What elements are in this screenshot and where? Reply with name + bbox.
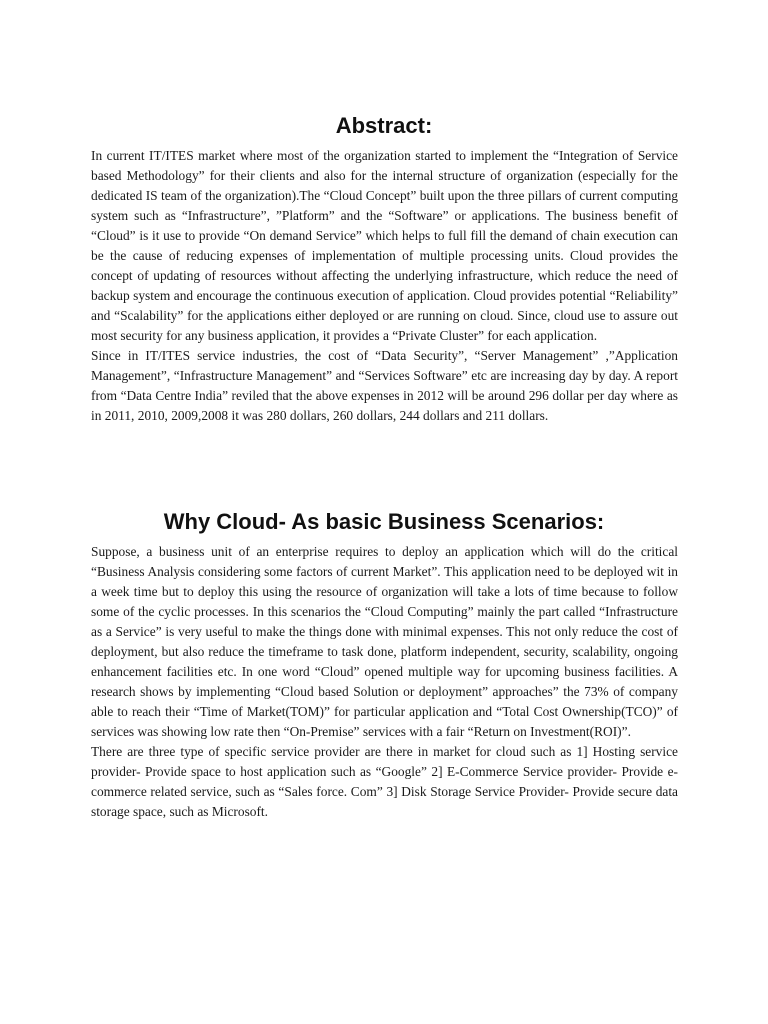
why-cloud-heading: Why Cloud- As basic Business Scenarios: bbox=[163, 509, 605, 534]
why-cloud-paragraph-2: There are three type of specific service provider are there in market for cloud such as 1] Hosting service provider- Provide space to host application such as “Google” 2] E-Commerce Service provider- Provide e-commerce related service, such as “Sales force. Com” 3] Disk Storage Service Provider- Provide secure data storage space, such as Microsoft. bbox=[91, 744, 678, 819]
abstract-paragraph-2: Since in IT/ITES service industries, the cost of “Data Security”, “Server Management” ,”Application Management”, “Infrastructure Management” and “Services Software” etc are increasing day by day. A report from “Data Centre India” reviled that the above expenses in 2012 will be around 296 dollar per day where as in 2011, 2010, 2009,2008 it was 280 dollars, 260 dollars, 244 dollars and 211 dollars. bbox=[91, 348, 678, 423]
why-cloud-paragraph-1: Suppose, a business unit of an enterprise requires to deploy an application which will do the critical “Business Analysis considering some factors of current Market”. This application need to be deployed wit in a week time but to deploy this using the resource of organization will take a lots of time because to follow some of the cyclic processes. In this scenarios the “Cloud Computing” mainly the part called “Infrastructure as a Service” is very useful to make the things done with minimal expenses. This not only reduce the cost of deployment, but also reduce the timeframe to task done, platform independent, security, scalability, ongoing enhancement facilities etc. In one word “Cloud” opened multiple way for upcoming business facilities. A research shows by implementing “Cloud based Solution or deployment” approaches” the 73% of company able to reach their “Time of Market(TOM)” for particular application and “Total Cost Ownership(TCO)” of services was showing low rate then “On-Premise” services with a fair “Return on Investment(ROI)”. bbox=[91, 544, 678, 739]
abstract-heading: Abstract: bbox=[335, 113, 433, 138]
abstract-section bbox=[91, 146, 678, 426]
why-cloud-section bbox=[91, 542, 678, 822]
abstract-paragraph-1: In current IT/ITES market where most of the organization started to implement the “Integration of Service based Methodology” for their clients and also for the internal structure of organization (especially for the dedicated IS team of the organization).The “Cloud Concept” built upon the three pillars of current computing system such as “Infrastructure”, ”Platform” and the “Software” or applications. The business benefit of “Cloud” is it use to provide “On demand Service” which helps to full fill the demand of chain execution can be the cause of reducing expenses of implementation of multiple processing units. Cloud provides the concept of updating of resources without affecting the underlying infrastructure, which reduce the need of backup system and encourage the continuous execution of application. Cloud provides potential “Reliability” and “Scalability” for the applications either deployed or are running on cloud. Since, cloud use to assure out most security for any business application, it provides a “Private Cluster” for each application. bbox=[91, 148, 678, 343]
